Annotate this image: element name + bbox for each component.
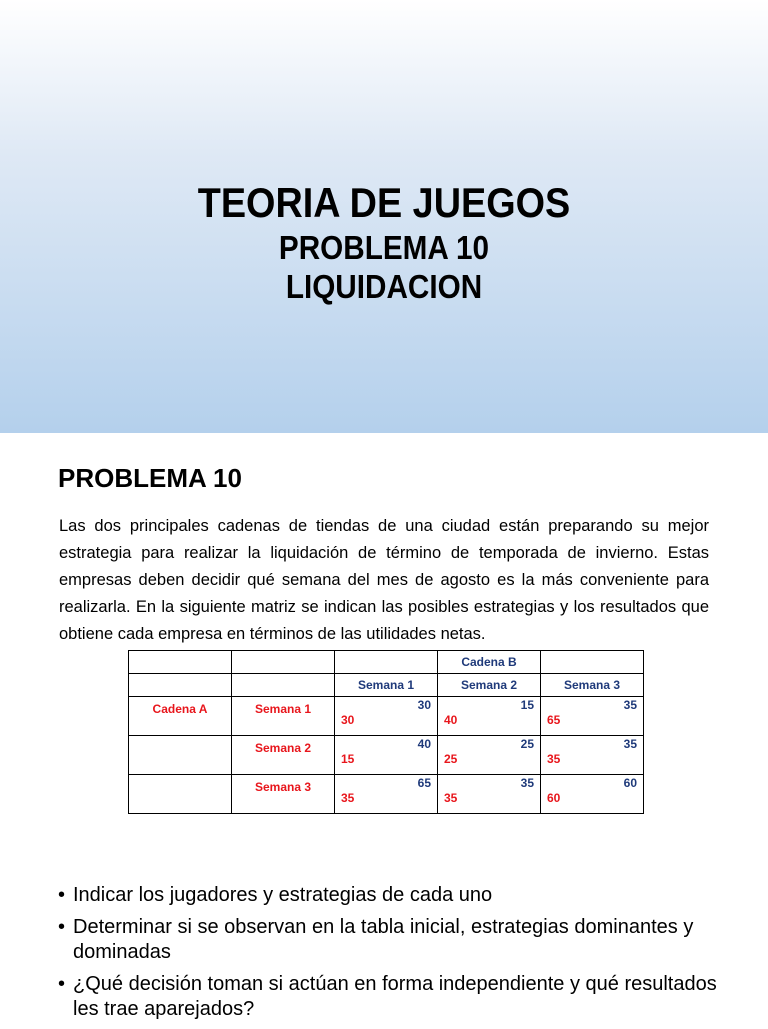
section-heading: PROBLEMA 10 bbox=[58, 463, 242, 493]
column-header: Semana 2 bbox=[438, 674, 541, 697]
question-item bbox=[58, 883, 728, 908]
payoff-cell bbox=[335, 697, 438, 736]
player-a-label: Cadena A bbox=[129, 697, 232, 736]
matrix-row bbox=[129, 697, 644, 736]
title-block bbox=[0, 178, 768, 306]
payoff-cell bbox=[438, 697, 541, 736]
matrix-empty-cell bbox=[541, 651, 644, 674]
payoff-b: 35 bbox=[520, 776, 534, 790]
column-header: Semana 3 bbox=[541, 674, 644, 697]
payoff-a: 35 bbox=[341, 791, 355, 805]
payoff-cell bbox=[541, 736, 644, 775]
matrix-empty-cell bbox=[232, 674, 335, 697]
question-item bbox=[58, 915, 728, 965]
payoff-cell bbox=[438, 775, 541, 814]
payoff-a: 40 bbox=[444, 713, 458, 727]
payoff-a: 35 bbox=[444, 791, 458, 805]
payoff-a: 25 bbox=[444, 752, 458, 766]
bullet-icon: • bbox=[58, 973, 66, 995]
row-header: Semana 1 bbox=[232, 697, 335, 736]
payoff-b: 65 bbox=[417, 776, 431, 790]
question-list bbox=[58, 883, 728, 1029]
matrix-empty-cell bbox=[129, 736, 232, 775]
payoff-b: 15 bbox=[520, 698, 534, 712]
payoff-cell bbox=[335, 775, 438, 814]
slide-subtitle-problem: PROBLEMA 10 bbox=[278, 229, 490, 266]
payoff-a: 65 bbox=[547, 713, 561, 727]
matrix-empty-cell bbox=[129, 775, 232, 814]
payoff-b: 30 bbox=[417, 698, 431, 712]
matrix-empty-cell bbox=[129, 651, 232, 674]
problem-statement: Las dos principales cadenas de tiendas de una ciudad están preparando su mejor estrategia para realizar la liquidación de término de temporada de invierno. Estas empresas deben decidir qué semana del mes de agosto es la más conveniente para realizarla. En la siguiente matriz se indican las posibles estrategias y los resultados que obtiene cada empresa en términos de las utilidades netas. bbox=[59, 517, 709, 643]
payoff-cell bbox=[438, 736, 541, 775]
question-item bbox=[58, 972, 728, 1022]
payoff-matrix bbox=[128, 650, 644, 814]
column-header: Semana 1 bbox=[335, 674, 438, 697]
title-slide bbox=[0, 0, 768, 433]
question-text: ¿Qué decisión toman si actúan en forma independiente y qué resultados les trae aparejados? bbox=[73, 973, 717, 1020]
payoff-b: 40 bbox=[417, 737, 431, 751]
matrix-empty-cell bbox=[232, 651, 335, 674]
bullet-icon: • bbox=[58, 916, 66, 938]
matrix-row bbox=[129, 775, 644, 814]
content-slide bbox=[0, 433, 768, 1024]
payoff-a: 15 bbox=[341, 752, 355, 766]
payoff-b: 60 bbox=[623, 776, 637, 790]
payoff-b: 35 bbox=[623, 698, 637, 712]
payoff-a: 30 bbox=[341, 713, 355, 727]
bullet-icon: • bbox=[58, 884, 66, 906]
player-b-label: Cadena B bbox=[438, 651, 541, 674]
question-text: Determinar si se observan en la tabla inicial, estrategias dominantes y dominadas bbox=[73, 916, 694, 963]
matrix-empty-cell bbox=[129, 674, 232, 697]
slide-subtitle-topic: LIQUIDACION bbox=[285, 268, 483, 305]
payoff-cell bbox=[335, 736, 438, 775]
row-header: Semana 2 bbox=[232, 736, 335, 775]
matrix-empty-cell bbox=[335, 651, 438, 674]
matrix-header-row-2 bbox=[129, 674, 644, 697]
payoff-cell bbox=[541, 775, 644, 814]
matrix-row bbox=[129, 736, 644, 775]
payoff-a: 35 bbox=[547, 752, 561, 766]
payoff-b: 25 bbox=[520, 737, 534, 751]
row-header: Semana 3 bbox=[232, 775, 335, 814]
payoff-cell bbox=[541, 697, 644, 736]
slide-title: TEORIA DE JUEGOS bbox=[197, 179, 571, 226]
matrix-header-row-1 bbox=[129, 651, 644, 674]
payoff-a: 60 bbox=[547, 791, 561, 805]
question-text: Indicar los jugadores y estrategias de cada uno bbox=[73, 884, 493, 906]
payoff-b: 35 bbox=[623, 737, 637, 751]
